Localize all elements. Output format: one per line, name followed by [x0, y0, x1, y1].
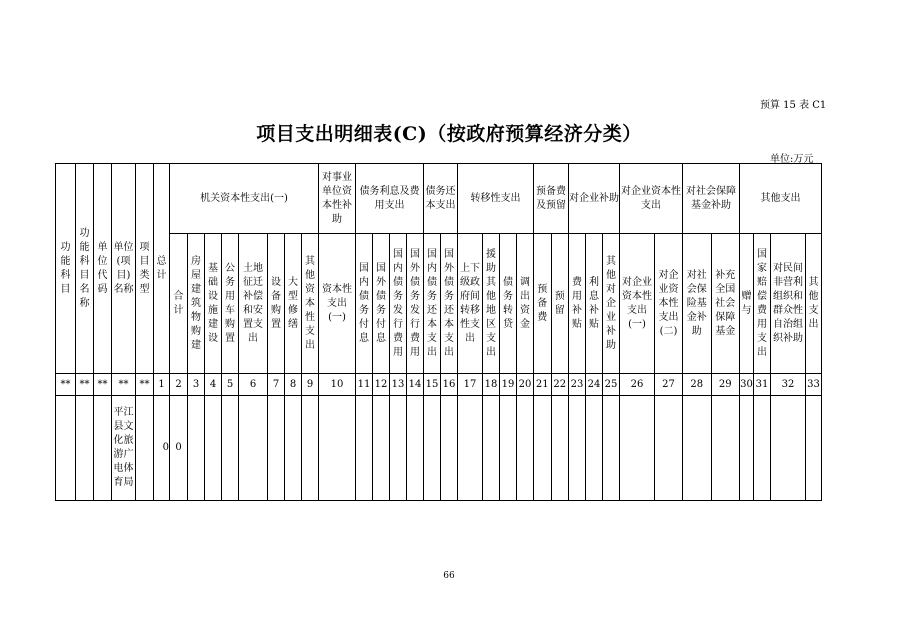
- hdr-col-5: 设备购置: [271, 276, 281, 330]
- index-cell: 7: [268, 374, 285, 396]
- hdr-col-31: 其他支出: [808, 276, 819, 330]
- index-cell: 22: [551, 374, 569, 396]
- index-cell: 3: [188, 374, 205, 396]
- index-cell: 4: [205, 374, 222, 396]
- index-cell: 33: [806, 374, 822, 396]
- index-cell: 27: [655, 374, 683, 396]
- index-cell: 15: [424, 374, 441, 396]
- hdr-col-18: 调出资金: [520, 276, 530, 330]
- index-cell: 29: [711, 374, 740, 396]
- index-cell: 5: [222, 374, 239, 396]
- index-cell: 21: [534, 374, 552, 396]
- unit-name-value: 平江县文化旅游广电体育局: [113, 407, 134, 488]
- index-cell: **: [112, 374, 136, 396]
- index-cell: 2: [170, 374, 188, 396]
- index-row: [56, 374, 822, 396]
- index-cell: 28: [683, 374, 712, 396]
- index-cell: 10: [319, 374, 356, 396]
- index-cell: **: [94, 374, 112, 396]
- index-cell: 23: [569, 374, 586, 396]
- hdr-group-transfer: 转移性支出: [470, 192, 521, 204]
- hdr-col-7: 其他资本性支出: [305, 255, 315, 351]
- index-cell: 16: [441, 374, 458, 396]
- index-cell: 1: [154, 374, 170, 396]
- index-cell: **: [56, 374, 76, 396]
- hdr-group-institution-capital: 对事业单位资本性补助: [322, 171, 352, 225]
- hdr-col-8: 资本性支出(一): [322, 283, 352, 323]
- hdr-total: 总计: [156, 255, 167, 281]
- hdr-col-2: 基础设施建设: [208, 262, 218, 344]
- hdr-col-4: 土地征迁补偿和安置支出: [243, 262, 263, 344]
- hdr-group-other: 其他支出: [760, 192, 801, 204]
- index-cell: 25: [603, 374, 620, 396]
- hdr-group-social-security: 对社会保障基金补助: [686, 185, 736, 211]
- hdr-col-16: 援助其他地区支出: [486, 248, 496, 358]
- hdr-col-11: 国内债务发行费用: [393, 248, 403, 358]
- hdr-col-14: 国外债务还本支出: [444, 248, 454, 358]
- index-cell: 13: [390, 374, 407, 396]
- form-number: 预算 15 表 C1: [760, 100, 827, 111]
- hdr-func-code: 功能科目: [60, 241, 71, 295]
- page-number: 66: [443, 571, 455, 581]
- hdr-col-24: 对企业资本性支出(一): [622, 276, 652, 330]
- index-cell: 19: [500, 374, 517, 396]
- index-cell: 11: [356, 374, 373, 396]
- hdr-group-debt-principal: 债务还本支出: [425, 185, 456, 211]
- hdr-col-21: 费用补贴: [572, 276, 582, 330]
- index-cell: **: [76, 374, 94, 396]
- index-cell: 12: [373, 374, 390, 396]
- hdr-col-30: 对民间非营利组织和群众性自治组织补助: [773, 262, 803, 344]
- hdr-col-22: 利息补贴: [589, 276, 599, 330]
- hdr-col-23: 其他对企业补助: [606, 255, 616, 351]
- hdr-func-name: 功能科目名称: [79, 227, 90, 309]
- index-cell: 8: [285, 374, 302, 396]
- unit-label: 单位:万元: [770, 154, 814, 165]
- index-cell: 20: [517, 374, 534, 396]
- hdr-col-12: 国外债务发行费用: [410, 248, 420, 358]
- hdr-col-1: 房屋建筑物购建: [191, 255, 201, 351]
- header-row-groups: [56, 164, 822, 234]
- cell-project-type: [136, 396, 154, 501]
- hdr-col-9: 国内债务付息: [359, 262, 369, 344]
- cell-func-name: [76, 396, 94, 501]
- hdr-col-15: 上下级政府间转移性支出: [460, 262, 480, 344]
- total-value: 0: [162, 442, 169, 453]
- cell-subtotal: [170, 396, 188, 501]
- hdr-col-20: 预留: [554, 290, 565, 316]
- hdr-col-13: 国内债务还本支出: [427, 248, 437, 358]
- hdr-unit-name: 单位(项目)名称: [113, 241, 134, 295]
- hdr-col-28: 赠与: [741, 290, 752, 316]
- hdr-col-25: 对企业资本性支出(二): [658, 269, 679, 337]
- index-cell: 18: [483, 374, 500, 396]
- hdr-group-debt-interest: 债务利息及费用支出: [359, 185, 420, 211]
- hdr-group-enterprise-subsidy: 对企业补助: [569, 192, 619, 204]
- hdr-group-reserve: 预备费及预留: [536, 185, 566, 211]
- index-cell: 6: [239, 374, 268, 396]
- index-cell: 9: [302, 374, 319, 396]
- cell-total: [154, 396, 170, 501]
- header-row-columns: [56, 234, 822, 374]
- hdr-col-27: 补充全国社会保障基金: [715, 269, 736, 337]
- index-cell: 24: [586, 374, 603, 396]
- hdr-project-type: 项目类型: [139, 241, 150, 295]
- expenditure-table: [55, 163, 822, 501]
- hdr-col-17: 债务转贷: [503, 276, 513, 330]
- table-row: [56, 396, 822, 501]
- index-cell: 14: [407, 374, 424, 396]
- index-cell: 30: [740, 374, 754, 396]
- page-title: 项目支出明细表(C)（按政府预算经济分类）: [256, 123, 642, 145]
- index-cell: 17: [458, 374, 483, 396]
- hdr-col-26: 对社会保险基金补助: [686, 269, 707, 337]
- hdr-col-6: 大型修缮: [288, 276, 298, 330]
- hdr-unit-code: 单位代码: [97, 241, 108, 295]
- hdr-col-19: 预备费: [537, 283, 548, 323]
- index-cell: **: [136, 374, 154, 396]
- cell-unit-name: [112, 396, 136, 501]
- hdr-group-capital-1: 机关资本性支出(一): [200, 192, 288, 204]
- index-cell: 32: [771, 374, 806, 396]
- cell-func-code: [56, 396, 76, 501]
- hdr-group-enterprise-capital: 对企业资本性支出: [621, 185, 681, 211]
- cell-unit-code: [94, 396, 112, 501]
- hdr-subtotal: 合计: [173, 290, 184, 316]
- index-cell: 31: [754, 374, 771, 396]
- subtotal-value: 0: [175, 442, 182, 453]
- hdr-col-10: 国外债务付息: [376, 262, 386, 344]
- hdr-col-29: 国家赔偿费用支出: [757, 248, 767, 358]
- hdr-col-3: 公务用车购置: [225, 262, 235, 344]
- index-cell: 26: [620, 374, 655, 396]
